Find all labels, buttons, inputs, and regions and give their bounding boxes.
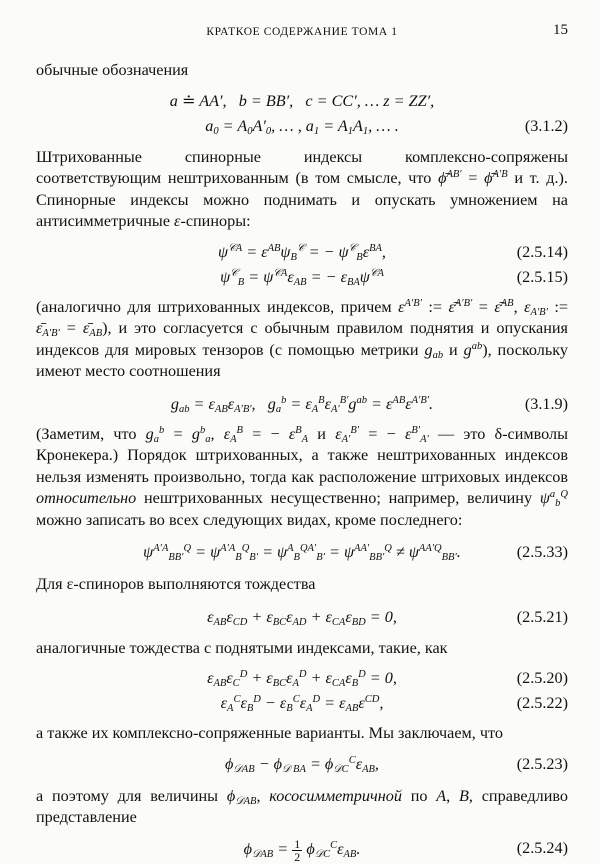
text-paragraph: Для ε-спиноров выполняются тождества xyxy=(36,575,316,593)
equation-number: (2.5.22) xyxy=(516,694,568,712)
text-paragraph: обычные обозначения xyxy=(36,61,189,79)
running-header xyxy=(36,22,568,46)
text-paragraph: Штрихованные спинорные индексы комплексно-сопряжены соответствующим нештрихованным (в том смысле, что ϕ̄$^{AB'}$ = ϕ̄$^{A'B}$ и т. д.). Спинорные индексы можно поднимать и опускать умножением на антисимметричные ε-спиноры: xyxy=(36,147,568,230)
document-page xyxy=(36,22,568,863)
page-number: 15 xyxy=(553,22,568,38)
equation-body: $g_{ab} = \varepsilon_{AB}\varepsilon_{A'B'}$, $g_a^b = \varepsilon_A^B\varepsilon_{A'}^{B'}g^{ab} = \varepsilon^{AB}\varepsilon^{A'B'}$. xyxy=(170,394,434,415)
equation-number: (2.5.33) xyxy=(516,543,568,561)
text-paragraph: а поэтому для величины $\phi_{𝒟AB}$, кососимметричной по A, B, справедливо представление xyxy=(36,786,568,826)
equation-number: (2.5.14) xyxy=(516,242,568,261)
equation xyxy=(36,542,568,563)
equation-body: $\psi^𝒞_B = \psi^{𝒞A}\varepsilon_{AB}$ = − $\varepsilon_{BA}\psi^{𝒞A}$ xyxy=(220,267,384,288)
text-paragraph: (аналогично для штрихованных индексов, причем $\varepsilon^{A'B'}$ := ε̄$^{A'B'}$ = ε̄$^{AB}$, $\varepsilon_{A'B'}$ := $\varepsilon̄_{A'B'}$ = $\varepsilon̄_{AB}$), и это согласуется с обычным правилом поднятия и опускания индексов для мировых тензоров (с помощью метрики $g_{ab}$ и $g^{ab}$), поскольку имеют место соотношения xyxy=(36,297,569,380)
equation xyxy=(36,668,568,689)
equation xyxy=(36,394,568,415)
equation xyxy=(36,267,568,288)
equation xyxy=(36,242,568,263)
text-paragraph: а также их комплексно-сопряженные варианты. Мы заключаем, что xyxy=(36,724,503,742)
page-content xyxy=(36,60,568,863)
equation-body: $\phi_{𝒟AB}$ = $\frac{1}{2}$ $\phi_{𝒟C}^C\varepsilon_{AB}$. xyxy=(243,836,361,864)
equation-body: $\varepsilon_{AB}\varepsilon_C^D + \varepsilon_{BC}\varepsilon_A^D + \varepsilon_{CA}\varepsilon_B^D = 0$, xyxy=(207,669,397,689)
equation-number: (3.1.2) xyxy=(524,116,568,135)
equation xyxy=(36,607,568,628)
equation-body: a ≐ AA′, b = BB′, c = CC′, … z = ZZ′, xyxy=(169,91,435,110)
equation-number: (2.5.23) xyxy=(516,754,568,773)
equation xyxy=(36,116,568,137)
equation-number: (2.5.21) xyxy=(516,607,568,626)
equation-body: $\varepsilon_A^C\varepsilon_B^D - \varepsilon_B^C\varepsilon_A^D = \varepsilon_{AB}\varepsilon^{CD}$, xyxy=(220,694,384,714)
equation-number: (2.5.24) xyxy=(516,838,568,857)
equation-number: (2.5.20) xyxy=(516,669,568,687)
equation xyxy=(36,91,568,112)
equation-body: $\phi_{𝒟AB} - \phi_{𝒟 BA} = \phi_{𝒟C}^C\varepsilon_{AB}$, xyxy=(225,754,379,775)
equation-number: (3.1.9) xyxy=(524,394,568,413)
equation-body: $\varepsilon_{AB}\varepsilon_{CD} + \varepsilon_{BC}\varepsilon_{AD} + \varepsilon_{CA}\varepsilon_{BD} = 0$, xyxy=(207,607,397,628)
equation-body: $\psi^{𝒞A} = \varepsilon^{AB}\psi_B^𝒞$ = − $\psi^𝒞_B\varepsilon^{BA}$, xyxy=(218,242,386,263)
equation xyxy=(36,693,568,714)
text-paragraph: (Заметим, что $g_a^b = g^b_a$, $\varepsilon_A^B$ = − $\varepsilon^B_A$ и $\varepsilon_{A'}^{B'}$ = − $\varepsilon^{B'}_{A'}$ — это δ-символы Кронекера.) Порядок штрихованных, а также нештрихованных индексов нельзя изменять произвольно, тогда как расположение штриховых индексов относительно нештрихованных несущественно; например, величину $\psi^a_b^Q$ можно записать во всех следующих видах, кроме последнего: xyxy=(36,424,568,529)
equation-number: (2.5.15) xyxy=(516,267,568,286)
equation-body: $a_0 = A_0A'_0$, … , $a_1 = A_1A_1$, … . xyxy=(205,116,399,137)
equation xyxy=(36,838,568,863)
equation-body: $\psi^{A'A}_{BB'}^Q = \psi^{A'A}_B^Q_{B'} = \psi^A_B^{QA'}_{B'} = \psi^{AA'}_{BB'}^Q \ne \psi^{AA'Q}_{BB'}$. xyxy=(143,543,461,563)
equation xyxy=(36,754,568,775)
text-paragraph: аналогичные тождества с поднятыми индексами, такие, как xyxy=(36,638,448,657)
header-title: КРАТКОЕ СОДЕРЖАНИЕ ТОМА 1 xyxy=(206,26,398,38)
